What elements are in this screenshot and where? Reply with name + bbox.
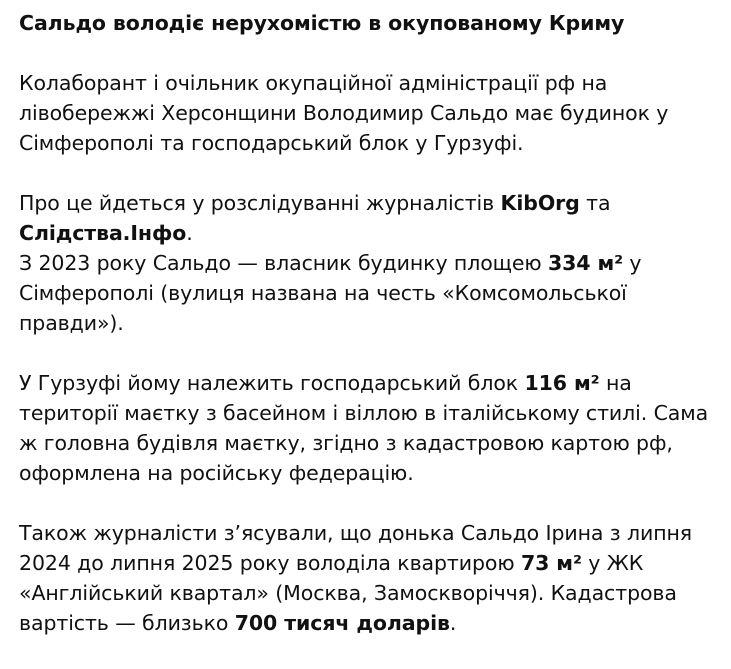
paragraph-3 [19, 368, 715, 488]
bold-house-area: 334 м² [547, 251, 624, 275]
paragraph-4 [19, 518, 715, 638]
paragraph-4-line-1: Також журналісти з’ясували, що донька Сальдо Ірина з липня [19, 521, 693, 545]
bold-apartment-area: 73 м² [520, 551, 582, 575]
paragraph-3-line-3: ж головна будівля маєтку, згідно з кадастровою картою рф, [19, 431, 673, 455]
text-fragment: вартість — близько [19, 611, 235, 635]
bold-cadastral-value: 700 тисяч доларів [234, 611, 450, 635]
paragraph-2-line-2 [19, 218, 715, 248]
bold-slidstva-info: Слідства.Інфо [19, 221, 187, 245]
paragraph-2-line-3 [19, 248, 715, 278]
text-fragment: та [579, 191, 611, 215]
paragraph-2-line-5: правди»). [19, 311, 124, 335]
text-fragment: У Гурзуфі йому належить господарський блок [19, 371, 525, 395]
paragraph-1-line-2: лівобережжі Херсонщини Володимир Сальдо має будинок у [19, 101, 669, 125]
paragraph-4-line-4 [19, 608, 715, 638]
paragraph-1 [19, 68, 715, 158]
text-fragment: З 2023 року Сальдо — власник будинку площею [19, 251, 548, 275]
text-fragment: 2024 до липня 2025 року володіла квартирою [19, 551, 521, 575]
paragraph-2-line-1 [19, 188, 715, 218]
paragraph-1-line-1: Колаборант і очільник окупаційної адміністрації рф на [19, 71, 608, 95]
text-fragment: у [623, 251, 642, 275]
bold-block-area: 116 м² [524, 371, 600, 395]
paragraph-2-line-4: Сімферополі (вулиця названа на честь «Комсомольської [19, 281, 627, 305]
paragraph-3-line-4: оформлена на російську федерацію. [19, 461, 414, 485]
post-title: Сальдо володіє нерухомістю в окупованому Криму [19, 11, 625, 35]
bold-kiborg: KibOrg [500, 191, 580, 215]
text-fragment: . [186, 221, 193, 245]
paragraph-3-line-2: території маєтку з басейном і віллою в італійському стилі. Сама [19, 401, 709, 425]
paragraph-2 [19, 188, 715, 338]
paragraph-4-line-3: «Англійський квартал» (Москва, Замоскворіччя). Кадастрова [19, 581, 677, 605]
text-fragment: Про це йдеться у розслідуванні журналістів [19, 191, 501, 215]
text-fragment: у ЖК [581, 551, 644, 575]
text-fragment: на [599, 371, 632, 395]
text-fragment: . [449, 611, 457, 635]
paragraph-1-line-3: Сімферополі та господарський блок у Гурзуфі. [19, 131, 524, 155]
paragraph-4-line-2 [19, 548, 715, 578]
paragraph-3-line-1 [19, 368, 715, 398]
